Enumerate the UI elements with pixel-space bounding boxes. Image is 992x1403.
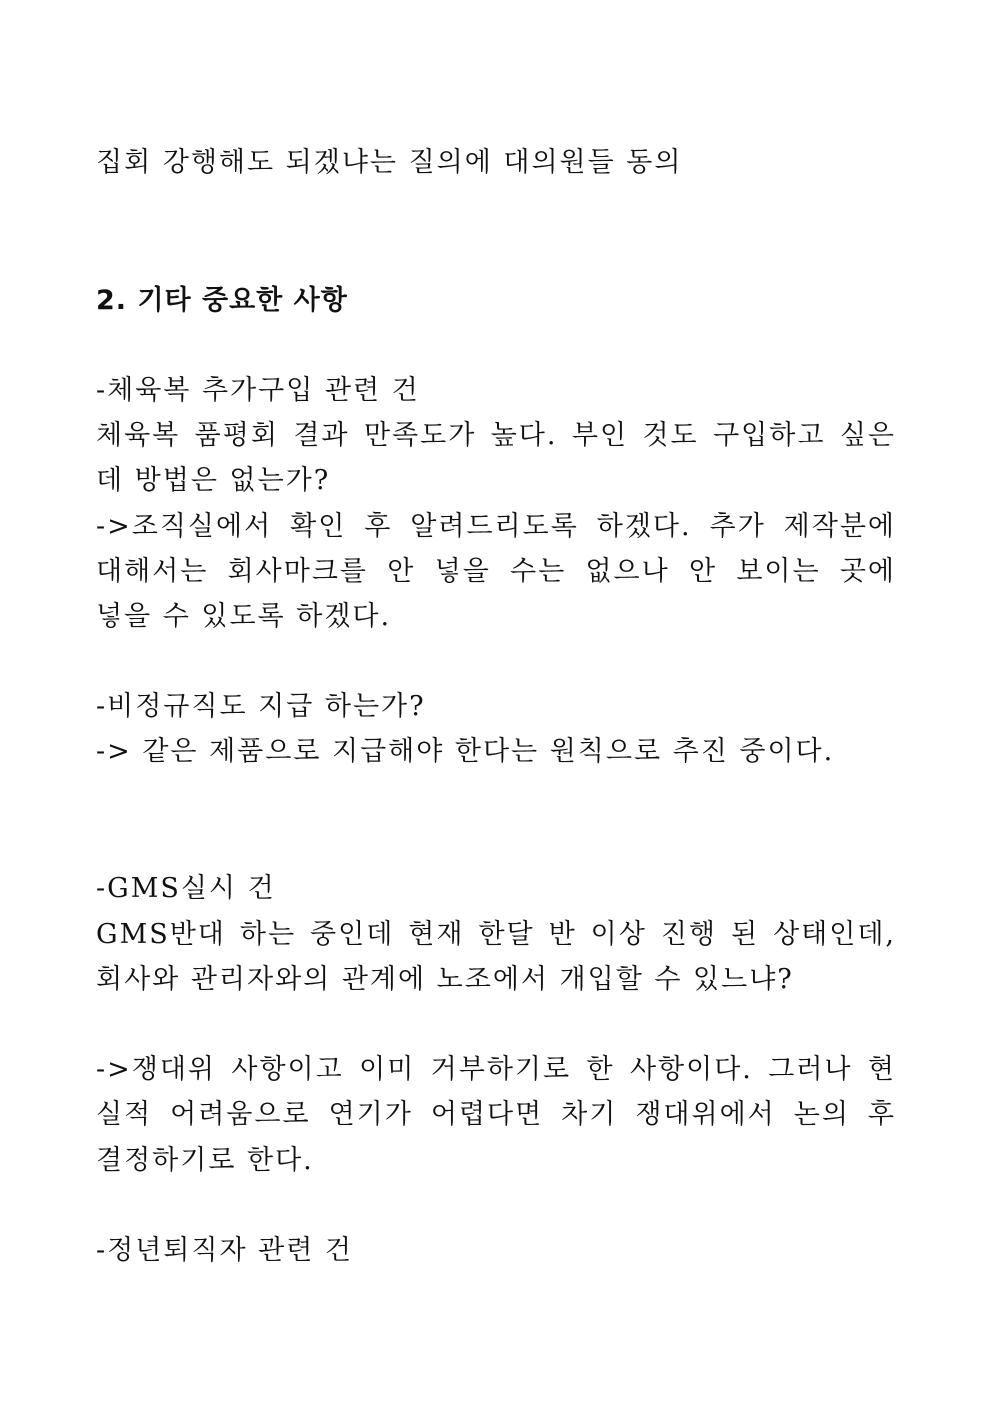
section-heading-other-matters: 2. 기타 중요한 사항	[96, 285, 348, 316]
paragraph-line: 데 방법은 없는가?	[96, 465, 331, 496]
item-title-sportswear: -체육복 추가구입 관련 건	[96, 375, 420, 406]
paragraph-line: 체육복 품평회 결과 만족도가 높다. 부인 것도 구입하고 싶은	[96, 420, 896, 451]
paragraph-line: 대해서는 회사마크를 안 넣을 수는 없으나 안 보이는 곳에	[96, 556, 896, 587]
paragraph-line: 넣을 수 있도록 하겠다.	[96, 601, 392, 632]
paragraph-line: 실적 어려움으로 연기가 어렵다면 차기 쟁대위에서 논의 후	[96, 1099, 896, 1130]
paragraph-line: GMS반대 하는 중인데 현재 한달 반 이상 진행 된 상태인데,	[96, 919, 896, 950]
paragraph-line: 결정하기로 한다.	[96, 1145, 314, 1176]
paragraph-line: -> 같은 제품으로 지급해야 한다는 원칙으로 추진 중이다.	[96, 736, 835, 767]
paragraph-line: ->쟁대위 사항이고 이미 거부하기로 한 사항이다. 그러나 현	[96, 1054, 896, 1085]
paragraph-line-assembly-consent: 집회 강행해도 되겠냐는 질의에 대의원들 동의	[96, 147, 683, 178]
item-title-gms: -GMS실시 건	[96, 873, 276, 904]
item-title-nonregular: -비정규직도 지급 하는가?	[96, 691, 426, 722]
paragraph-line: ->조직실에서 확인 후 알려드리도록 하겠다. 추가 제작분에	[96, 511, 896, 542]
paragraph-line: 회사와 관리자와의 관계에 노조에서 개입할 수 있느냐?	[96, 964, 794, 995]
item-title-retirees: -정년퇴직자 관련 건	[96, 1235, 353, 1266]
